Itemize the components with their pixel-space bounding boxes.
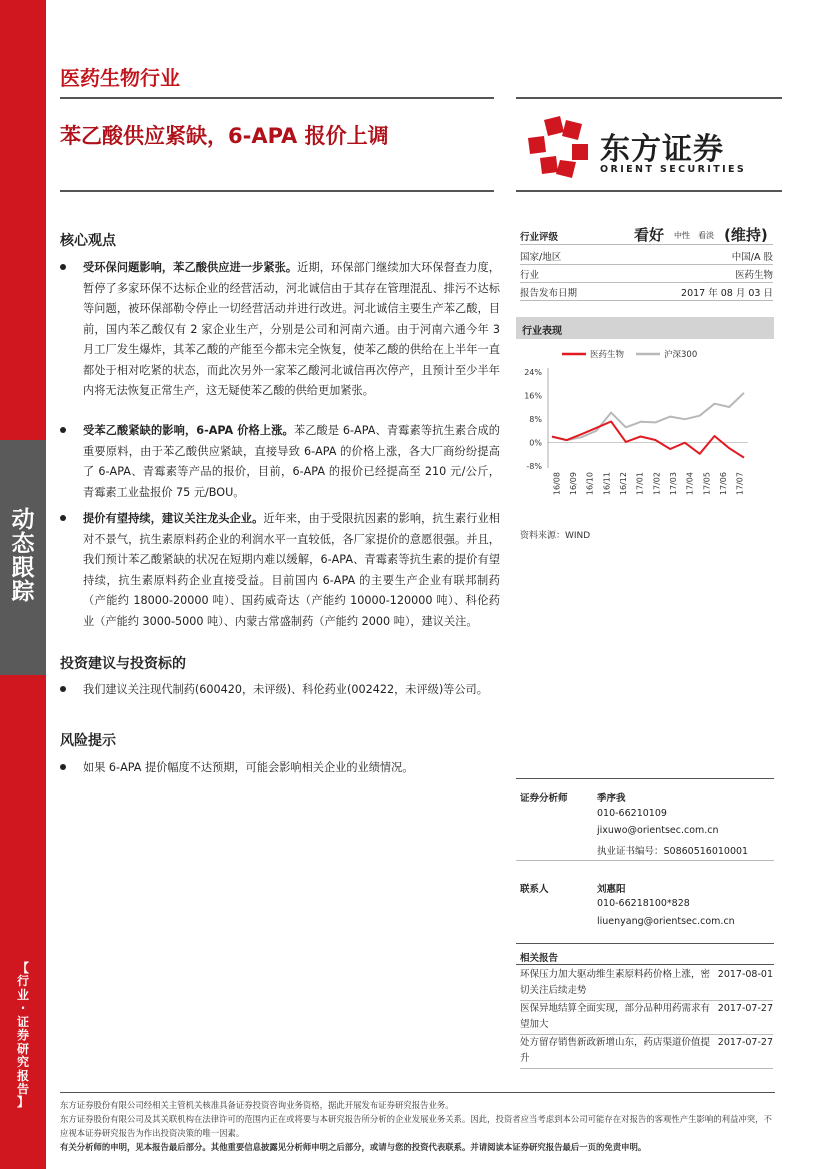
x-tick-label: 17/03 [669,472,678,496]
bullet-icon [60,427,66,433]
performance-chart [516,342,774,520]
related-date: 2017-08-01 [717,969,773,980]
risk-heading: 风险提示 [60,733,116,749]
bullet-icon [60,264,66,270]
y-tick-label: 0% [529,438,542,448]
y-tick-label: -8% [526,462,542,471]
related-title[interactable]: 环保压力加大驱动维生素原料药价格上涨，密切关注后续走势 [520,969,711,996]
point-text: 苯乙酸是 6-APA、青霉素等抗生素合成的重要原料，由于苯乙酸供应紧缺，直接导致 6-APA 的价格上涨，各大厂商纷纷提高了 6-APA、青霉素等产品的报价，目前，6-APA 的报价已经提高至 210 元/公斤，青霉素工业盐报价 75 元/BOU。 [83,424,500,499]
x-tick-label: 17/01 [635,472,645,496]
footer-disclaimer [60,1098,775,1154]
analyst-phone: 010-66210109 [597,808,667,819]
point-bold: 提价有望持续，建议关注龙头企业。 [83,512,264,525]
divider [60,97,494,99]
footer-line: 东方证券股份有限公司经相关主管机关核准具备证券投资咨询业务资格，据此开展发布证券研究报告业务。 [60,1100,454,1110]
rating-status: (维持) [724,226,768,244]
logo-text: 东方证券 [600,132,724,167]
bullet-icon [60,686,66,692]
related-item[interactable] [520,1001,773,1035]
core-point [60,258,500,402]
chart-source: 资料来源：WIND [520,531,591,541]
bullet-icon [60,515,66,521]
info-value: 医药生物 [734,270,773,281]
footer-line: 有关分析师的申明，见本报告最后部分。其他重要信息披露见分析师申明之后部分，或请与您的投资代表联系。并请阅读本证券研究报告最后一页的免责申明。 [60,1142,647,1152]
x-tick-label: 16/10 [585,472,595,496]
info-label: 报告发布日期 [520,288,578,299]
report-type-label: 动 态 跟 踪 [11,507,35,606]
point-bold: 受环保问题影响，苯乙酸供应进一步紧张。 [83,261,298,274]
analyst-email[interactable]: jixuwo@orientsec.com.cn [597,825,719,836]
logo-subtext: ORIENT SECURITIES [600,164,747,175]
related-title[interactable]: 处方留存销售新政新增山东，药店渠道价值提升 [520,1037,711,1064]
contact-email[interactable]: liuenyang@orientsec.com.cn [597,916,735,927]
risk-text: 如果 6-APA 提价幅度不达预期，可能会影响相关企业的业绩情况。 [83,761,414,774]
series-line-沪深300 [552,393,744,440]
page-title: 苯乙酸供应紧缺，6-APA 报价上调 [60,124,389,148]
y-tick-label: 8% [529,415,542,424]
info-value: 中国/A 股 [731,252,773,263]
related-date: 2017-07-27 [717,1037,773,1048]
y-tick-label: 16% [524,391,542,401]
x-tick-label: 16/11 [602,472,612,496]
contact-role: 联系人 [520,884,549,895]
related-date: 2017-07-27 [717,1003,773,1014]
info-row [520,265,773,283]
x-tick-label: 17/07 [735,472,745,496]
core-heading: 核心观点 [60,233,116,249]
series-line-医药生物 [552,422,744,458]
info-label: 国家/地区 [520,252,562,263]
core-point [60,509,500,632]
report-category-label: 【 行 业 · 证 券 研 究 报 告 】 [16,961,29,1110]
risk-point [60,758,500,779]
rating-row [520,222,773,245]
rating-option: 看淡 [698,231,714,240]
point-bold: 受苯乙酸紧缺的影响，6-APA 价格上涨。 [83,424,294,437]
invest-point [60,680,500,701]
analyst-name: 季序我 [597,793,626,804]
x-tick-label: 16/09 [569,472,578,496]
point-text: 近年来，由于受限抗因素的影响，抗生素行业相对不景气，抗生素原料药企业的利润水平一直较低，各厂家提价的意愿很强。并且，我们预计苯乙酸紧缺的状况在短期内难以缓解，6-APA、青霉素等抗生素的提价有望持续，抗生素原料药企业直接受益。目前国内 6-APA 的主要生产企业有联邦制药（产能约 18000-20000 吨）、国药威奇达（产能约 10000-120000 吨）、科伦药业（产能约 3000-5000 吨）、内蒙古常盛制药（产能约 2000 吨），建议关注。 [83,512,500,628]
related-item[interactable] [520,1035,773,1069]
divider [516,943,774,944]
analyst-cert: 执业证书编号：S0860516010001 [597,846,749,857]
x-tick-label: 16/12 [619,472,628,496]
x-tick-label: 17/06 [719,472,728,496]
related-item[interactable] [520,967,773,1001]
contact-phone: 010-66218100*828 [597,898,690,909]
x-tick-label: 16/08 [552,472,562,496]
info-label: 行业 [520,270,540,281]
legend-label: 沪深300 [664,350,698,360]
info-row [520,283,773,301]
invest-text: 我们建议关注现代制药(600420，未评级)、科伦药业(002422，未评级)等公司。 [83,683,488,696]
legend-label: 医药生物 [590,350,625,360]
rating-option: 中性 [674,231,690,240]
contact-name: 刘惠阳 [597,884,626,895]
divider [516,97,782,99]
divider [516,190,782,192]
related-title[interactable]: 医保异地结算全面实现，部分品种用药需求有望加大 [520,1003,711,1030]
x-tick-label: 17/02 [652,472,662,496]
rating-value: 看好 [634,226,665,244]
divider [516,860,774,861]
info-row [520,247,773,265]
divider [516,964,774,965]
chart-title-bar [516,317,774,339]
point-text: 近期，环保部门继续加大环保督查力度，暂停了多家环保不达标企业的经营活动，河北诚信由于其存在管理混乱、排污不达标等问题，被环保部勒令停止一切经营活动并进行改进。河北诚信主要生产苯乙酸，目前，国内苯乙酸仅有 2 家企业生产，分别是公司和河南六通。由于河南六通今年 3 月工厂发生爆炸，其苯乙酸的产能至今都未完全恢复，使苯乙酸的供给在上半年一直都处于相对吃紧的状态，而此次另外一家苯乙酸河北诚信再次停产，且预计至少半年内将无法恢复正常生产，这无疑使苯乙酸的供给更加紧张。 [83,261,500,397]
core-point [60,421,500,503]
info-value: 2017 年 08 月 03 日 [681,288,773,299]
industry-heading: 医药生物行业 [60,66,180,90]
divider [60,1092,775,1093]
rating-label: 行业评级 [520,232,559,243]
chart-title: 行业表现 [522,326,562,337]
logo-icon [526,116,592,178]
invest-heading: 投资建议与投资标的 [60,656,186,672]
divider [516,778,774,779]
analyst-role: 证券分析师 [520,793,568,804]
x-tick-label: 17/04 [685,472,695,496]
divider [60,190,494,192]
x-tick-label: 17/05 [702,472,712,496]
bullet-icon [60,764,66,770]
footer-line: 东方证券股份有限公司及其关联机构在法律许可的范围内正在或将要与本研究报告所分析的企业发展业务关系。因此，投资者应当考虑到本公司可能存在对报告的客观性产生影响的利益冲突，不应视本证券研究报告为作出投资决策的唯一因素。 [60,1114,772,1138]
related-heading: 相关报告 [520,953,559,964]
y-tick-label: 24% [524,368,542,377]
